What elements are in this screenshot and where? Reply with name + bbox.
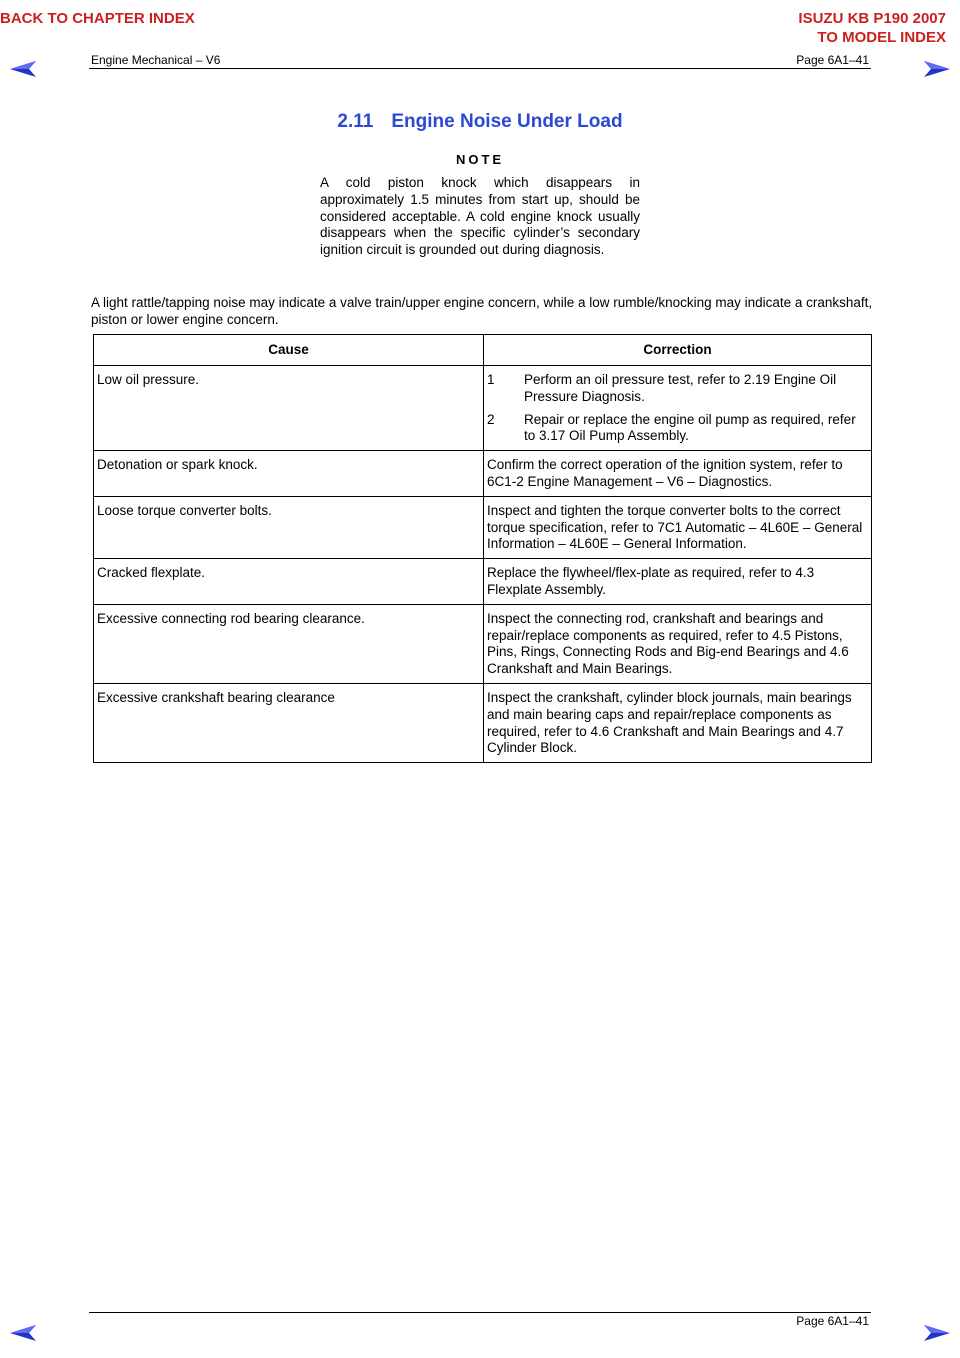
note-body: A cold piston knock which disappears in approximately 1.5 minutes from start up, should be considered acceptable. A cold engine knock usually disappears when the specific cylinder’s secondary ignition circuit is grounded out during diagnosis.: [320, 175, 640, 258]
correction-cell: Replace the flywheel/flex-plate as required, refer to 4.3 Flexplate Assembly.: [484, 559, 872, 605]
table-row: [94, 604, 872, 683]
correction-cell: Inspect the connecting rod, crankshaft and bearings and repair/replace components as required, refer to 4.5 Pistons, Pins, Rings, Connecting Rods and Big-end Bearings and 4.6 Crankshaft and Main Bearings.: [484, 604, 872, 683]
step-number: 2: [487, 411, 495, 427]
table-row: [94, 451, 872, 497]
step-text: Perform an oil pressure test, refer to 2.19 Engine Oil Pressure Diagnosis.: [524, 372, 837, 404]
previous-page-arrow-icon[interactable]: [8, 1322, 38, 1344]
table-row: [94, 496, 872, 558]
step-text: Repair or replace the engine oil pump as required, refer to 3.17 Oil Pump Assembly.: [524, 411, 856, 444]
table-row: [94, 683, 872, 762]
model-title-link[interactable]: ISUZU KB P190 2007: [798, 10, 946, 27]
section-number: 2.11: [337, 111, 374, 132]
note-heading: NOTE: [455, 152, 505, 167]
cause-cell: Excessive crankshaft bearing clearance: [94, 683, 484, 762]
cause-cell: Cracked flexplate.: [94, 559, 484, 605]
correction-cell: Confirm the correct operation of the ignition system, refer to 6C1-2 Engine Management – V6 – Diagnostics.: [484, 451, 872, 497]
table-row: [94, 366, 872, 451]
cause-cell: Excessive connecting rod bearing clearance.: [94, 604, 484, 683]
correction-cell: Inspect the crankshaft, cylinder block journals, main bearings and main bearing caps and repair/replace components as required, refer to 4.6 Crankshaft and Main Bearings and 4.7 Cylinder Block.: [484, 683, 872, 762]
correction-column-header: Correction: [484, 335, 872, 366]
back-to-chapter-index-link[interactable]: BACK TO CHAPTER INDEX: [0, 10, 195, 27]
footer-rule: [89, 1312, 871, 1313]
section-title: [0, 111, 960, 133]
correction-cell: Inspect and tighten the torque converter bolts to the correct torque specification, refer to 7C1 Automatic – 4L60E – General Information – 4L60E – General Information.: [484, 496, 872, 558]
step-number: 1: [487, 372, 495, 387]
table-row: [94, 559, 872, 605]
cause-column-header: Cause: [94, 335, 484, 366]
cause-cell: Detonation or spark knock.: [94, 451, 484, 497]
header-rule: [89, 68, 871, 69]
header-page-number: Page 6A1–41: [796, 53, 869, 67]
cause-cell: Low oil pressure.: [94, 366, 484, 451]
correction-step: [487, 412, 868, 446]
diagnosis-table: [93, 334, 872, 763]
table-header-row: [94, 335, 872, 366]
header-chapter-title: Engine Mechanical – V6: [91, 53, 221, 67]
to-model-index-link[interactable]: TO MODEL INDEX: [817, 29, 946, 46]
section-title-text: Engine Noise Under Load: [391, 111, 623, 132]
correction-cell: [484, 366, 872, 451]
correction-step: [487, 372, 868, 406]
footer-page-number: Page 6A1–41: [796, 1314, 869, 1328]
next-page-arrow-icon[interactable]: [922, 58, 952, 80]
next-page-arrow-icon[interactable]: [922, 1322, 952, 1344]
previous-page-arrow-icon[interactable]: [8, 58, 38, 80]
cause-cell: Loose torque converter bolts.: [94, 496, 484, 558]
intro-paragraph: A light rattle/tapping noise may indicate a valve train/upper engine concern, while a low rumble/knocking may indicate a crankshaft, piston or lower engine concern.: [91, 295, 873, 327]
